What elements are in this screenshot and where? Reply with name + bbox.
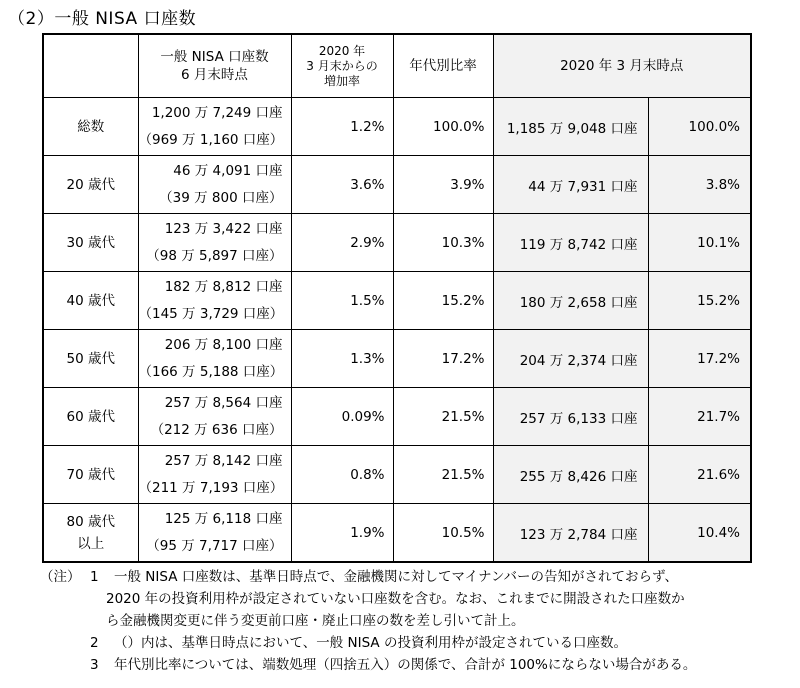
header-prev: 2020 年 3 月末時点 — [493, 34, 751, 98]
table-row — [43, 214, 751, 272]
header-blank — [43, 34, 138, 98]
row-prev-count: 119 万 8,742 口座 — [493, 214, 648, 272]
row-growth: 0.8% — [291, 446, 393, 504]
note-2-text: （）内は、基準日時点において、一般 NISA の投資利用枠が設定されている口座数。 — [114, 635, 627, 651]
row-count — [138, 330, 291, 388]
row-count-main: 257 万 8,142 口座 — [164, 452, 283, 469]
row-count — [138, 156, 291, 214]
header-accounts: 一般 NISA 口座数 6 月末時点 — [138, 34, 291, 98]
row-label: 80 歳代 以上 — [43, 504, 138, 563]
table-row — [43, 272, 751, 330]
row-count-main: 206 万 8,100 口座 — [164, 336, 283, 353]
note-1 — [40, 566, 696, 588]
row-growth: 3.6% — [291, 156, 393, 214]
row-ratio: 10.5% — [393, 504, 493, 563]
row-count-main: 182 万 8,812 口座 — [164, 278, 283, 295]
row-prev-ratio: 15.2% — [648, 272, 751, 330]
row-label: 30 歳代 — [43, 214, 138, 272]
row-ratio: 17.2% — [393, 330, 493, 388]
row-count — [138, 388, 291, 446]
row-prev-ratio: 100.0% — [648, 98, 751, 156]
table-row — [43, 330, 751, 388]
note-3 — [40, 654, 696, 676]
row-prev-count: 123 万 2,784 口座 — [493, 504, 648, 563]
row-prev-count: 257 万 6,133 口座 — [493, 388, 648, 446]
row-growth: 0.09% — [291, 388, 393, 446]
table-row — [43, 504, 751, 563]
row-count-sub: （969 万 1,160 口座） — [138, 131, 284, 148]
section-title: （2）一般 NISA 口座数 — [8, 9, 197, 29]
row-label: 20 歳代 — [43, 156, 138, 214]
row-growth: 1.9% — [291, 504, 393, 563]
row-count-sub: （145 万 3,729 口座） — [138, 305, 284, 322]
row-ratio: 15.2% — [393, 272, 493, 330]
note-2-num: 2 — [90, 635, 99, 651]
table-row — [43, 388, 751, 446]
row-count-sub: （166 万 5,188 口座） — [138, 363, 284, 380]
row-label: 50 歳代 — [43, 330, 138, 388]
note-1-line3: ら金融機関変更に伴う変更前口座・廃止口座の数を差し引いて計上。 — [106, 613, 525, 629]
row-count-main: 46 万 4,091 口座 — [173, 162, 283, 179]
note-1-num: 1 — [90, 569, 99, 585]
note-3-text: 年代別比率については、端数処理（四捨五入）の関係で、合計が 100%にならない場合がある。 — [114, 657, 697, 673]
row-prev-count: 1,185 万 9,048 口座 — [493, 98, 648, 156]
row-count-sub: （39 万 800 口座） — [159, 189, 283, 206]
row-ratio: 10.3% — [393, 214, 493, 272]
row-label: 70 歳代 — [43, 446, 138, 504]
row-prev-ratio: 21.7% — [648, 388, 751, 446]
row-count-sub: （211 万 7,193 口座） — [138, 479, 284, 496]
note-prefix: （注） — [40, 569, 81, 585]
row-count-sub: （212 万 636 口座） — [150, 421, 283, 438]
row-growth: 1.2% — [291, 98, 393, 156]
row-ratio: 21.5% — [393, 388, 493, 446]
note-1-line1: 一般 NISA 口座数は、基準日時点で、金融機関に対してマイナンバーの告知がされておらず、 — [114, 569, 678, 585]
notes — [40, 566, 696, 676]
row-prev-count: 44 万 7,931 口座 — [493, 156, 648, 214]
row-growth: 1.3% — [291, 330, 393, 388]
table-row — [43, 98, 751, 156]
row-label: 40 歳代 — [43, 272, 138, 330]
nisa-table — [42, 33, 752, 563]
row-count-main: 257 万 8,564 口座 — [164, 394, 283, 411]
row-count-sub: （95 万 7,717 口座） — [146, 537, 283, 554]
row-prev-ratio: 3.8% — [648, 156, 751, 214]
header-row — [43, 34, 751, 98]
row-count — [138, 214, 291, 272]
note-2 — [40, 632, 696, 654]
row-growth: 2.9% — [291, 214, 393, 272]
row-prev-count: 255 万 8,426 口座 — [493, 446, 648, 504]
row-label: 60 歳代 — [43, 388, 138, 446]
row-count-main: 125 万 6,118 口座 — [164, 510, 283, 527]
note-1-line2: 2020 年の投資利用枠が設定されていない口座数を含む。なお、これまでに開設された口座数か — [106, 591, 685, 607]
row-prev-ratio: 10.4% — [648, 504, 751, 563]
row-prev-ratio: 17.2% — [648, 330, 751, 388]
row-count-sub: （98 万 5,897 口座） — [146, 247, 283, 264]
row-label: 総数 — [43, 98, 138, 156]
header-ratio: 年代別比率 — [393, 34, 493, 98]
row-count-main: 1,200 万 7,249 口座 — [151, 104, 283, 121]
row-count — [138, 272, 291, 330]
row-prev-ratio: 10.1% — [648, 214, 751, 272]
header-growth: 2020 年 3 月末からの 増加率 — [291, 34, 393, 98]
row-prev-count: 180 万 2,658 口座 — [493, 272, 648, 330]
row-growth: 1.5% — [291, 272, 393, 330]
row-count-main: 123 万 3,422 口座 — [164, 220, 283, 237]
row-count — [138, 98, 291, 156]
table-row — [43, 446, 751, 504]
row-ratio: 100.0% — [393, 98, 493, 156]
row-ratio: 21.5% — [393, 446, 493, 504]
row-prev-ratio: 21.6% — [648, 446, 751, 504]
row-prev-count: 204 万 2,374 口座 — [493, 330, 648, 388]
row-ratio: 3.9% — [393, 156, 493, 214]
table-row — [43, 156, 751, 214]
row-count — [138, 446, 291, 504]
row-count — [138, 504, 291, 563]
note-3-num: 3 — [90, 657, 99, 673]
